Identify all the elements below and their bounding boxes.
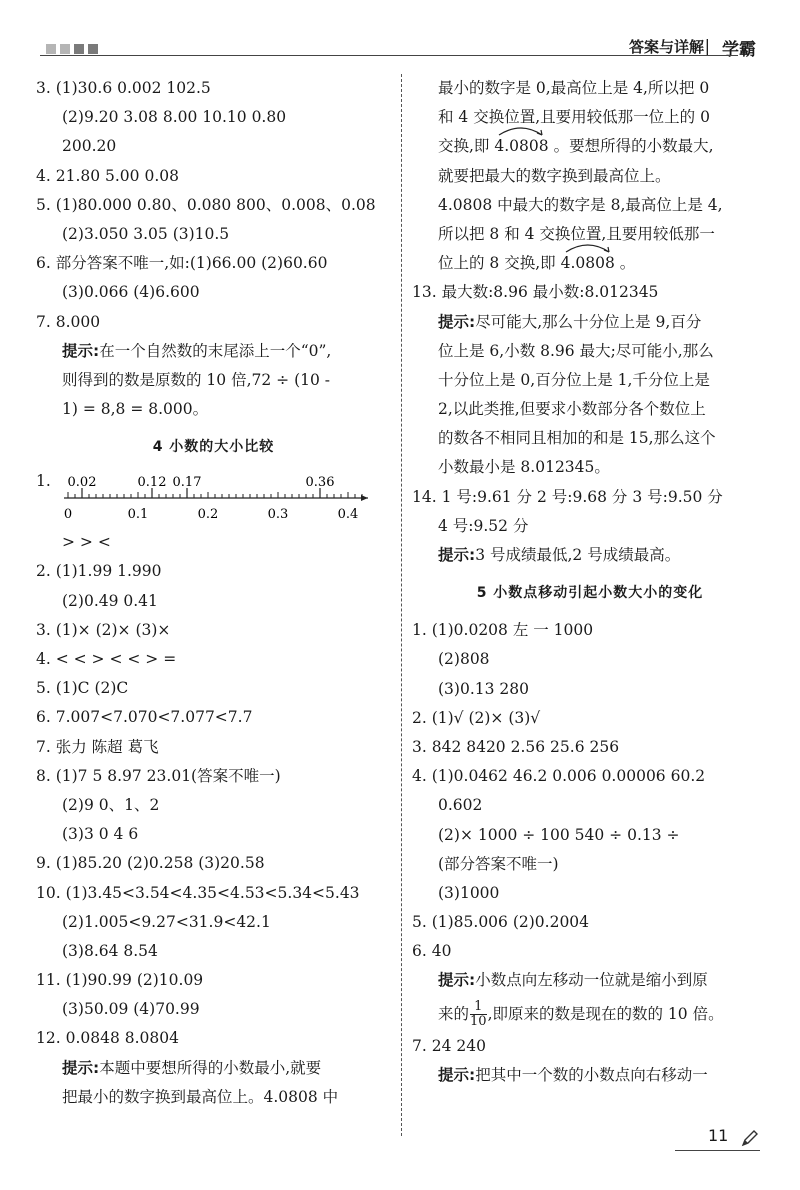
hint-line bbox=[36, 337, 391, 366]
answer-line: 7. 8.000 bbox=[36, 312, 101, 331]
answer-line: 4. < < > < < > = bbox=[36, 650, 177, 668]
hint-text: 。要想所得的小数最大, bbox=[553, 137, 714, 156]
answer-line: 3. (1)× (2)× (3)× bbox=[36, 620, 171, 639]
header-blocks bbox=[46, 44, 98, 54]
point-label: 0.36 bbox=[305, 475, 335, 491]
hint-text: 来的 bbox=[438, 1004, 470, 1023]
swap-number: 4.0808 bbox=[561, 249, 615, 278]
answer-line: (3)1000 bbox=[438, 883, 500, 902]
hint-text: 把其中一个数的小数点向右移动一 bbox=[475, 1065, 708, 1084]
hint-text: 位上的 8 交换,即 bbox=[438, 254, 556, 273]
answer-line: 7. 24 240 bbox=[412, 1036, 486, 1055]
hint-line: 十分位上是 0,百分位上是 1,千分位上是 bbox=[438, 370, 710, 389]
header-title: 答案与详解 bbox=[628, 38, 704, 56]
answer-line: 13. 最大数:8.96 最小数:8.012345 bbox=[412, 283, 659, 302]
point-label: 0.17 bbox=[172, 475, 202, 491]
answer-line: 0.602 bbox=[438, 796, 483, 815]
column-divider bbox=[401, 74, 402, 1136]
tick-label: 0.1 bbox=[127, 507, 149, 523]
answer-line: (2)9 0、1、2 bbox=[62, 795, 160, 814]
header-brand: 学霸 bbox=[722, 40, 756, 60]
hint-line: 则得到的数是原数的 10 倍,72 ÷ (10 - bbox=[62, 370, 331, 389]
hint-line: 1) = 8,8 = 8.000。 bbox=[62, 400, 209, 419]
hint-line: 4.0808 中最大的数字是 8,最高位上是 4, bbox=[438, 195, 723, 214]
hint-text: 小数点向左移动一位就是缩小到原 bbox=[475, 971, 708, 990]
hint-line: 的数各不相同且相加的和是 15,那么这个 bbox=[438, 429, 716, 448]
hint-line bbox=[412, 541, 768, 570]
hint-text: 。 bbox=[619, 254, 636, 273]
answer-line: 11. (1)90.99 (2)10.09 bbox=[36, 971, 204, 990]
hint-line bbox=[412, 308, 768, 337]
answer-line: 2. (1)1.99 1.990 bbox=[36, 562, 162, 581]
answer-line: 4. (1)0.0462 46.2 0.006 0.00006 60.2 bbox=[412, 767, 706, 786]
hint-label: 提示: bbox=[62, 341, 100, 360]
answer-line: 6. 部分答案不唯一,如:(1)66.00 (2)60.60 bbox=[36, 254, 328, 273]
answer-line: 3. 842 8420 2.56 25.6 256 bbox=[412, 737, 620, 756]
right-column bbox=[412, 74, 768, 1090]
hint-line bbox=[412, 249, 768, 278]
answer-line: (部分答案不唯一) bbox=[438, 854, 559, 873]
answer-line: 6. 40 bbox=[412, 942, 452, 961]
hint-line bbox=[412, 132, 768, 161]
answer-line: (3)3 0 4 6 bbox=[62, 825, 139, 844]
answer-line: 1. (1)0.0208 左 一 1000 bbox=[412, 621, 594, 640]
hint-line bbox=[412, 996, 768, 1032]
fraction-denominator: 10 bbox=[470, 1014, 487, 1030]
answer-line: 5. (1)85.006 (2)0.2004 bbox=[412, 913, 590, 932]
point-label: 0.02 bbox=[67, 475, 97, 491]
answer-line: 200.20 bbox=[62, 137, 117, 156]
hint-line bbox=[412, 1061, 768, 1090]
point-label: 0.12 bbox=[137, 475, 167, 491]
swap-arrow-icon bbox=[496, 124, 550, 136]
hint-label: 提示: bbox=[438, 971, 476, 990]
answer-line: 2. (1)√ (2)× (3)√ bbox=[412, 708, 541, 727]
question-number: 1. bbox=[36, 472, 51, 491]
pencil-icon bbox=[740, 1128, 760, 1148]
hint-line: 就要把最大的数字换到最高位上。 bbox=[438, 166, 671, 185]
answer-line: (3)0.066 (4)6.600 bbox=[62, 283, 200, 302]
number-line bbox=[58, 470, 378, 528]
answer-line: (2)1.005<9.27<31.9<42.1 bbox=[62, 912, 271, 931]
hint-text: 尽可能大,那么十分位上是 9,百分 bbox=[475, 312, 702, 331]
answer-line: 5. (1)C (2)C bbox=[36, 679, 129, 698]
number-line-question bbox=[36, 470, 391, 528]
answer-line: (2)0.49 0.41 bbox=[62, 591, 158, 610]
left-column bbox=[36, 74, 391, 1112]
swap-number: 4.0808 bbox=[494, 132, 548, 161]
hint-label: 提示: bbox=[438, 312, 476, 331]
answer-line: 10. (1)3.45<3.54<4.35<4.53<5.34<5.43 bbox=[36, 883, 360, 902]
hint-label: 提示: bbox=[438, 546, 476, 564]
hint-line: 位上是 6,小数 8.96 最大;尽可能小,那么 bbox=[438, 341, 714, 360]
fraction-numerator: 1 bbox=[470, 1000, 487, 1015]
answer-line: 8. (1)7 5 8.97 23.01(答案不唯一) bbox=[36, 766, 281, 785]
hint-line: 把最小的数字换到最高位上。4.0808 中 bbox=[62, 1087, 339, 1106]
footer-rule bbox=[675, 1150, 760, 1151]
answer-line: 4 号:9.52 分 bbox=[438, 516, 529, 535]
swap-arrow-icon bbox=[563, 241, 617, 253]
hint-text: 3 号成绩最低,2 号成绩最高。 bbox=[475, 546, 681, 564]
answer-line: 6. 7.007<7.070<7.077<7.7 bbox=[36, 708, 253, 727]
hint-text: 交换,即 bbox=[438, 137, 490, 156]
answer-line: 7. 张力 陈超 葛飞 bbox=[36, 737, 159, 756]
answer-line: 12. 0.0848 8.0804 bbox=[36, 1029, 179, 1048]
section-title: 4 小数的大小比较 bbox=[152, 439, 275, 456]
hint-line: 和 4 交换位置,且要用较低那一位上的 0 bbox=[438, 108, 710, 127]
answer-line: (2)3.050 3.05 (3)10.5 bbox=[62, 224, 230, 243]
answer-line: (2)× 1000 ÷ 100 540 ÷ 0.13 ÷ bbox=[438, 825, 680, 844]
answer-line: 5. (1)80.000 0.80、0.080 800、0.008、0.08 bbox=[36, 195, 376, 214]
answer-line: > > < bbox=[62, 533, 111, 552]
hint-text: 本题中要想所得的小数最小,就要 bbox=[99, 1058, 322, 1077]
tick-label: 0.3 bbox=[267, 507, 289, 523]
answer-line: 9. (1)85.20 (2)0.258 (3)20.58 bbox=[36, 854, 265, 873]
page-number: 11 bbox=[708, 1126, 729, 1145]
hint-label: 提示: bbox=[62, 1058, 100, 1077]
answer-line: 14. 1 号:9.61 分 2 号:9.68 分 3 号:9.50 分 bbox=[412, 487, 723, 506]
header-rule bbox=[40, 55, 738, 56]
answer-line: 4. 21.80 5.00 0.08 bbox=[36, 166, 179, 185]
section-title: 5 小数点移动引起小数大小的变化 bbox=[476, 585, 704, 602]
tick-label: 0.2 bbox=[197, 507, 219, 523]
hint-label: 提示: bbox=[438, 1065, 476, 1084]
answer-line: (2)808 bbox=[438, 650, 490, 669]
hint-line: 所以把 8 和 4 交换位置,且要用较低那一 bbox=[438, 224, 715, 243]
hint-text: ,即原来的数是现在的数的 10 倍。 bbox=[487, 1004, 724, 1023]
header-separator: | bbox=[704, 36, 710, 55]
hint-line: 2,以此类推,但要求小数部分各个数位上 bbox=[438, 400, 706, 419]
answer-line: (3)50.09 (4)70.99 bbox=[62, 1000, 200, 1019]
tick-label: 0 bbox=[63, 507, 73, 523]
hint-text: 在一个自然数的末尾添上一个“0”, bbox=[99, 341, 332, 360]
hint-line: 小数最小是 8.012345。 bbox=[438, 458, 610, 477]
answer-line: (2)9.20 3.08 8.00 10.10 0.80 bbox=[62, 108, 287, 127]
answer-line: 3. (1)30.6 0.002 102.5 bbox=[36, 79, 211, 97]
tick-label: 0.4 bbox=[337, 507, 359, 523]
answer-line: (3)0.13 280 bbox=[438, 679, 529, 698]
hint-line bbox=[412, 966, 768, 995]
fraction bbox=[470, 1000, 487, 1029]
hint-line: 最小的数字是 0,最高位上是 4,所以把 0 bbox=[438, 79, 710, 97]
answer-line: (3)8.64 8.54 bbox=[62, 941, 158, 960]
hint-line bbox=[36, 1054, 391, 1083]
